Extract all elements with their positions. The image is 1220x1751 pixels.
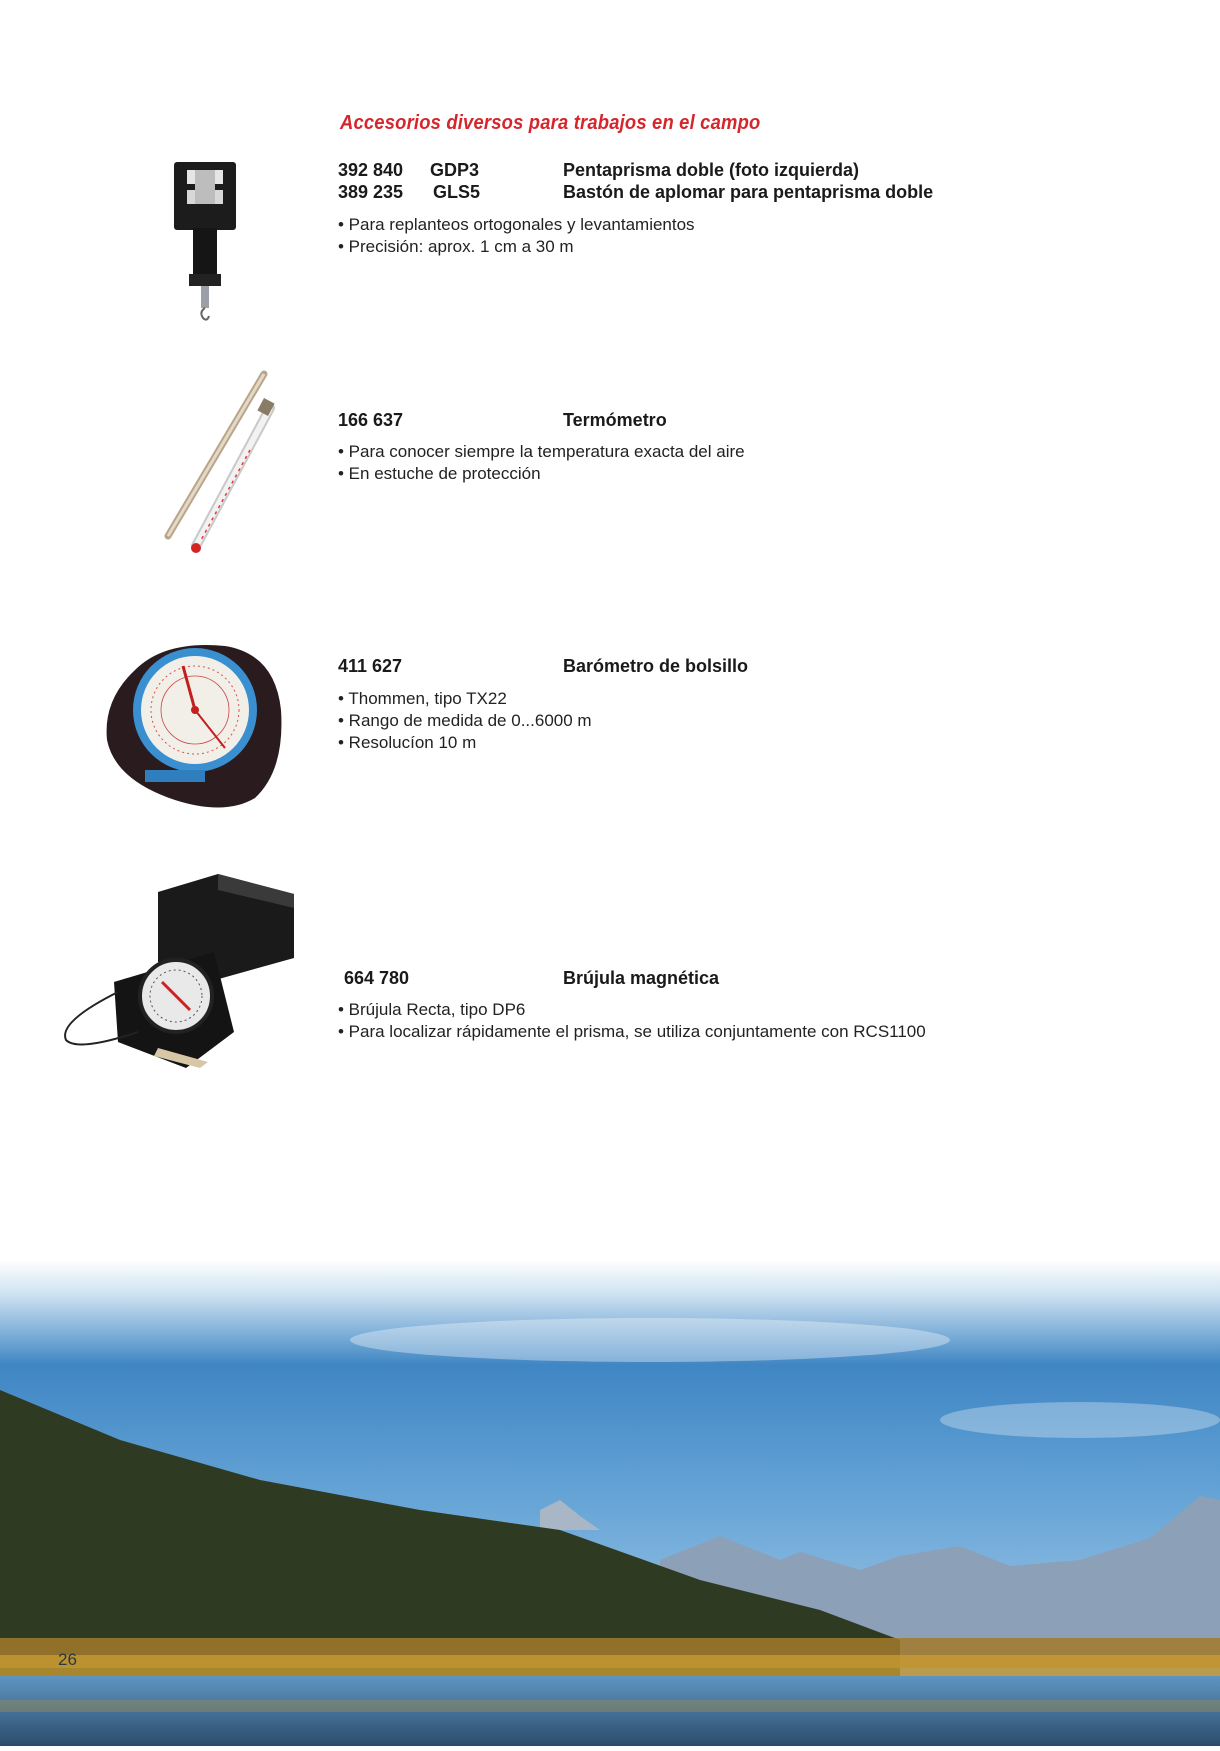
thermometer-icon bbox=[160, 370, 280, 560]
product-bullets bbox=[338, 441, 745, 485]
product-model: GDP3 bbox=[430, 160, 480, 180]
page-number: 26 bbox=[58, 1650, 77, 1669]
product-name: Pentaprisma doble (foto izquierda) bbox=[563, 160, 860, 180]
bullet-item: • Para replanteos ortogonales y levantamientos bbox=[338, 215, 695, 234]
product-name: Barómetro de bolsillo bbox=[563, 656, 749, 676]
mountain-lake-icon bbox=[0, 1260, 1220, 1746]
landscape-photo bbox=[0, 1260, 1220, 1746]
bullet-item: • Precisión: aprox. 1 cm a 30 m bbox=[338, 237, 574, 256]
product-row bbox=[0, 656, 1220, 678]
product-code: 166 637 bbox=[338, 410, 404, 430]
product-row bbox=[0, 182, 1220, 204]
product-name: Bastón de aplomar para pentaprisma doble bbox=[563, 182, 934, 202]
product-code: 411 627 bbox=[338, 656, 403, 676]
product-row bbox=[0, 968, 1220, 990]
section-title: Accesorios diversos para trabajos en el campo bbox=[340, 112, 761, 134]
bullet-item: • Resolucíon 10 m bbox=[338, 733, 477, 752]
product-code: 389 235 bbox=[338, 182, 404, 202]
product-code: 664 780 bbox=[344, 968, 410, 988]
product-name: Brújula magnética bbox=[563, 968, 720, 988]
product-row bbox=[0, 410, 1220, 432]
product-bullets bbox=[338, 999, 926, 1043]
bullet-item: • Brújula Recta, tipo DP6 bbox=[338, 1000, 526, 1019]
product-bullets bbox=[338, 688, 592, 754]
product-row bbox=[0, 160, 1220, 182]
bullet-item: • En estuche de protección bbox=[338, 464, 541, 483]
bullet-item: • Thommen, tipo TX22 bbox=[338, 689, 507, 708]
product-bullets bbox=[338, 214, 695, 258]
bullet-item: • Para conocer siempre la temperatura exacta del aire bbox=[338, 442, 745, 461]
thermometer-image bbox=[160, 370, 280, 560]
product-code: 392 840 bbox=[338, 160, 404, 180]
product-model: GLS5 bbox=[433, 182, 481, 202]
product-name: Termómetro bbox=[563, 410, 667, 430]
bullet-item: • Para localizar rápidamente el prisma, se utiliza conjuntamente con RCS1100 bbox=[338, 1022, 926, 1041]
bullet-item: • Rango de medida de 0...6000 m bbox=[338, 711, 592, 730]
